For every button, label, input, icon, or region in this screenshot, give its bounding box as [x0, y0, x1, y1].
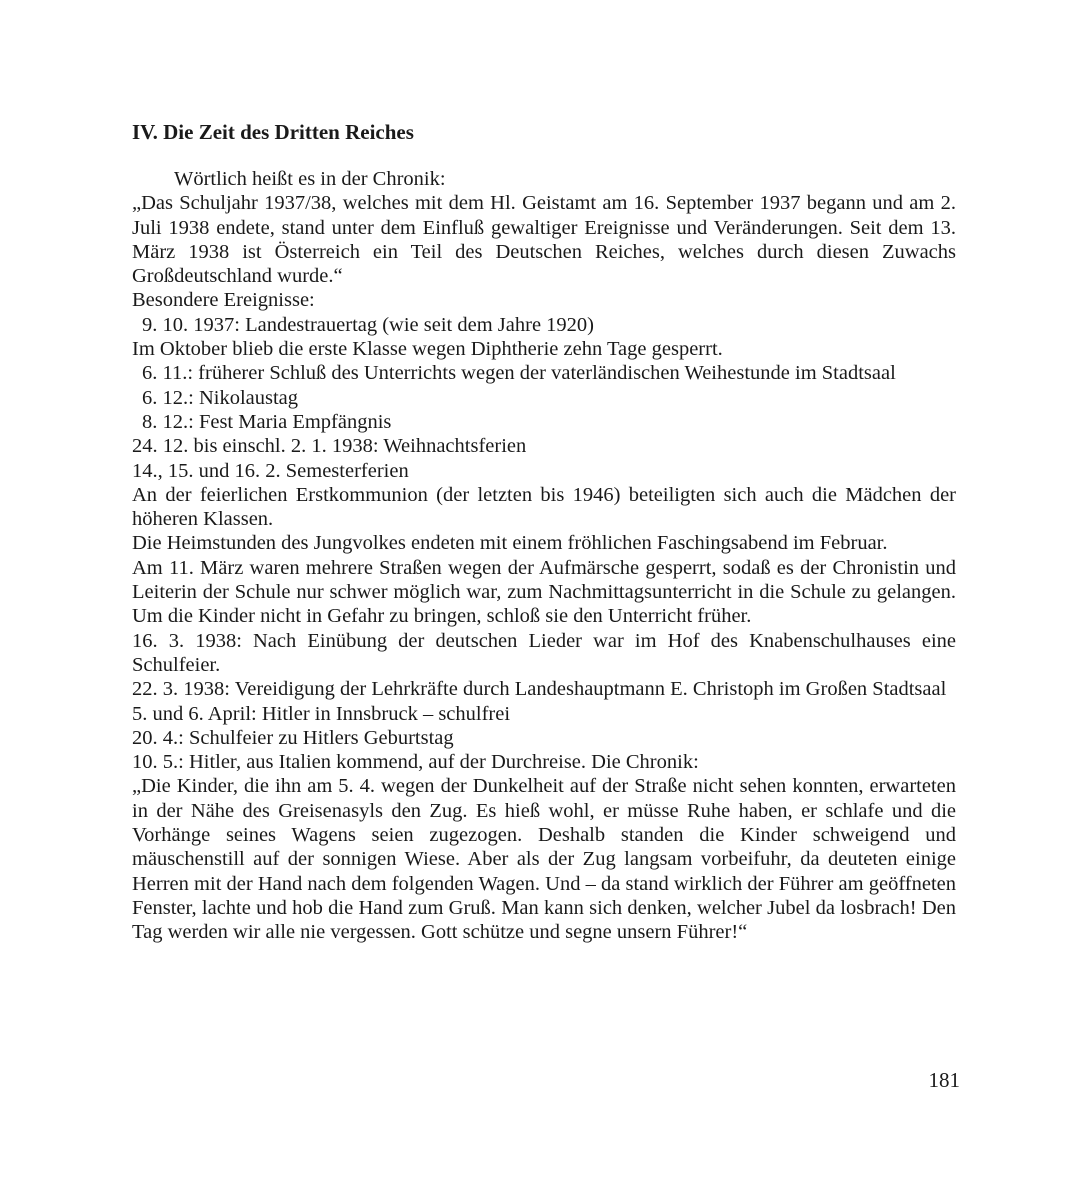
page-number: 181 — [928, 1068, 960, 1092]
event-line: 5. und 6. April: Hitler in Innsbruck – schulfrei — [132, 702, 511, 725]
event-line: Die Heimstunden des Jungvolkes endeten mit einem fröhlichen Faschingsabend im Februar. — [132, 532, 888, 555]
body-text — [132, 167, 956, 945]
event-line: 6. 12.: Nikolaustag — [142, 386, 299, 409]
event-line: 16. 3. 1938: Nach Einübung der deutschen Lieder war im Hof des Knabenschulhauses eine Schulfeier. — [132, 629, 956, 676]
event-line: 10. 5.: Hitler, aus Italien kommend, auf der Durchreise. Die Chronik: — [132, 751, 699, 774]
event-line: Im Oktober blieb die erste Klasse wegen Diphtherie zehn Tage gesperrt. — [132, 338, 723, 361]
event-line: An der feierlichen Erstkommunion (der letzten bis 1946) beteiligten sich auch die Mädchen der höheren Klassen. — [132, 483, 956, 531]
event-line: 20. 4.: Schulfeier zu Hitlers Geburtstag — [132, 726, 454, 749]
event-line: 8. 12.: Fest Maria Empfängnis — [142, 410, 392, 433]
event-line: 24. 12. bis einschl. 2. 1. 1938: Weihnachtsferien — [132, 435, 527, 458]
intro-line: Wörtlich heißt es in der Chronik: — [174, 168, 446, 190]
chronicle-quote-1: „Das Schuljahr 1937/38, welches mit dem Hl. Geistamt am 16. September 1937 begann und am 2. Juli 1938 endete, stand unter dem Einfluß gewaltiger Ereignisse und Veränderungen. Seit dem 13. März 1938 ist Österreich ein Teil des Deutschen Reiches, welches durch diesen Zuwachs Großdeutschland wurde.“ — [132, 192, 956, 288]
chronicle-quote-2: „Die Kinder, die ihn am 5. 4. wegen der Dunkelheit auf der Straße nicht sehen konnten, erwarteten in der Nähe des Greisenasyls den Zug. Es hieß wohl, er müsse Ruhe haben, er schlafe und die Vorhänge seines Wagens seien zugezogen. Deshalb standen die Kinder schweigend und mäuschenstill auf der sonnigen Wiese. Aber als der Zug langsam vorbeifuhr, da deuteten einige Herren mit der Hand nach dem folgenden Wagen. Und – da stand wirklich der Führer am geöffneten Fenster, lachte und hob die Hand zum Gruß. Man kann sich denken, welcher Jubel da losbrach! Den Tag werden wir alle nie vergessen. Gott schütze und segne unsern Führer!“ — [132, 775, 956, 944]
event-line: 14., 15. und 16. 2. Semesterferien — [132, 459, 409, 482]
event-line: 22. 3. 1938: Vereidigung der Lehrkräfte durch Landeshauptmann E. Christoph im Großen Stadtsaal — [132, 678, 947, 701]
event-line: 6. 11.: früherer Schluß des Unterrichts wegen der vaterländischen Weihestunde im Stadtsaal — [142, 362, 896, 385]
section-heading: IV. Die Zeit des Dritten Reiches — [132, 120, 414, 144]
event-line: 9. 10. 1937: Landestrauertag (wie seit dem Jahre 1920) — [142, 313, 595, 336]
event-line: Am 11. März waren mehrere Straßen wegen der Aufmärsche gesperrt, sodaß es der Chronistin und Leiterin der Schule nur schwer möglich war, zum Nachmittagsunterricht in die Schule zu gelangen. Um die Kinder nicht in Gefahr zu bringen, schloß sie den Unterricht früher. — [132, 556, 956, 628]
events-label: Besondere Ereignisse: — [132, 289, 315, 312]
document-page — [132, 118, 956, 945]
